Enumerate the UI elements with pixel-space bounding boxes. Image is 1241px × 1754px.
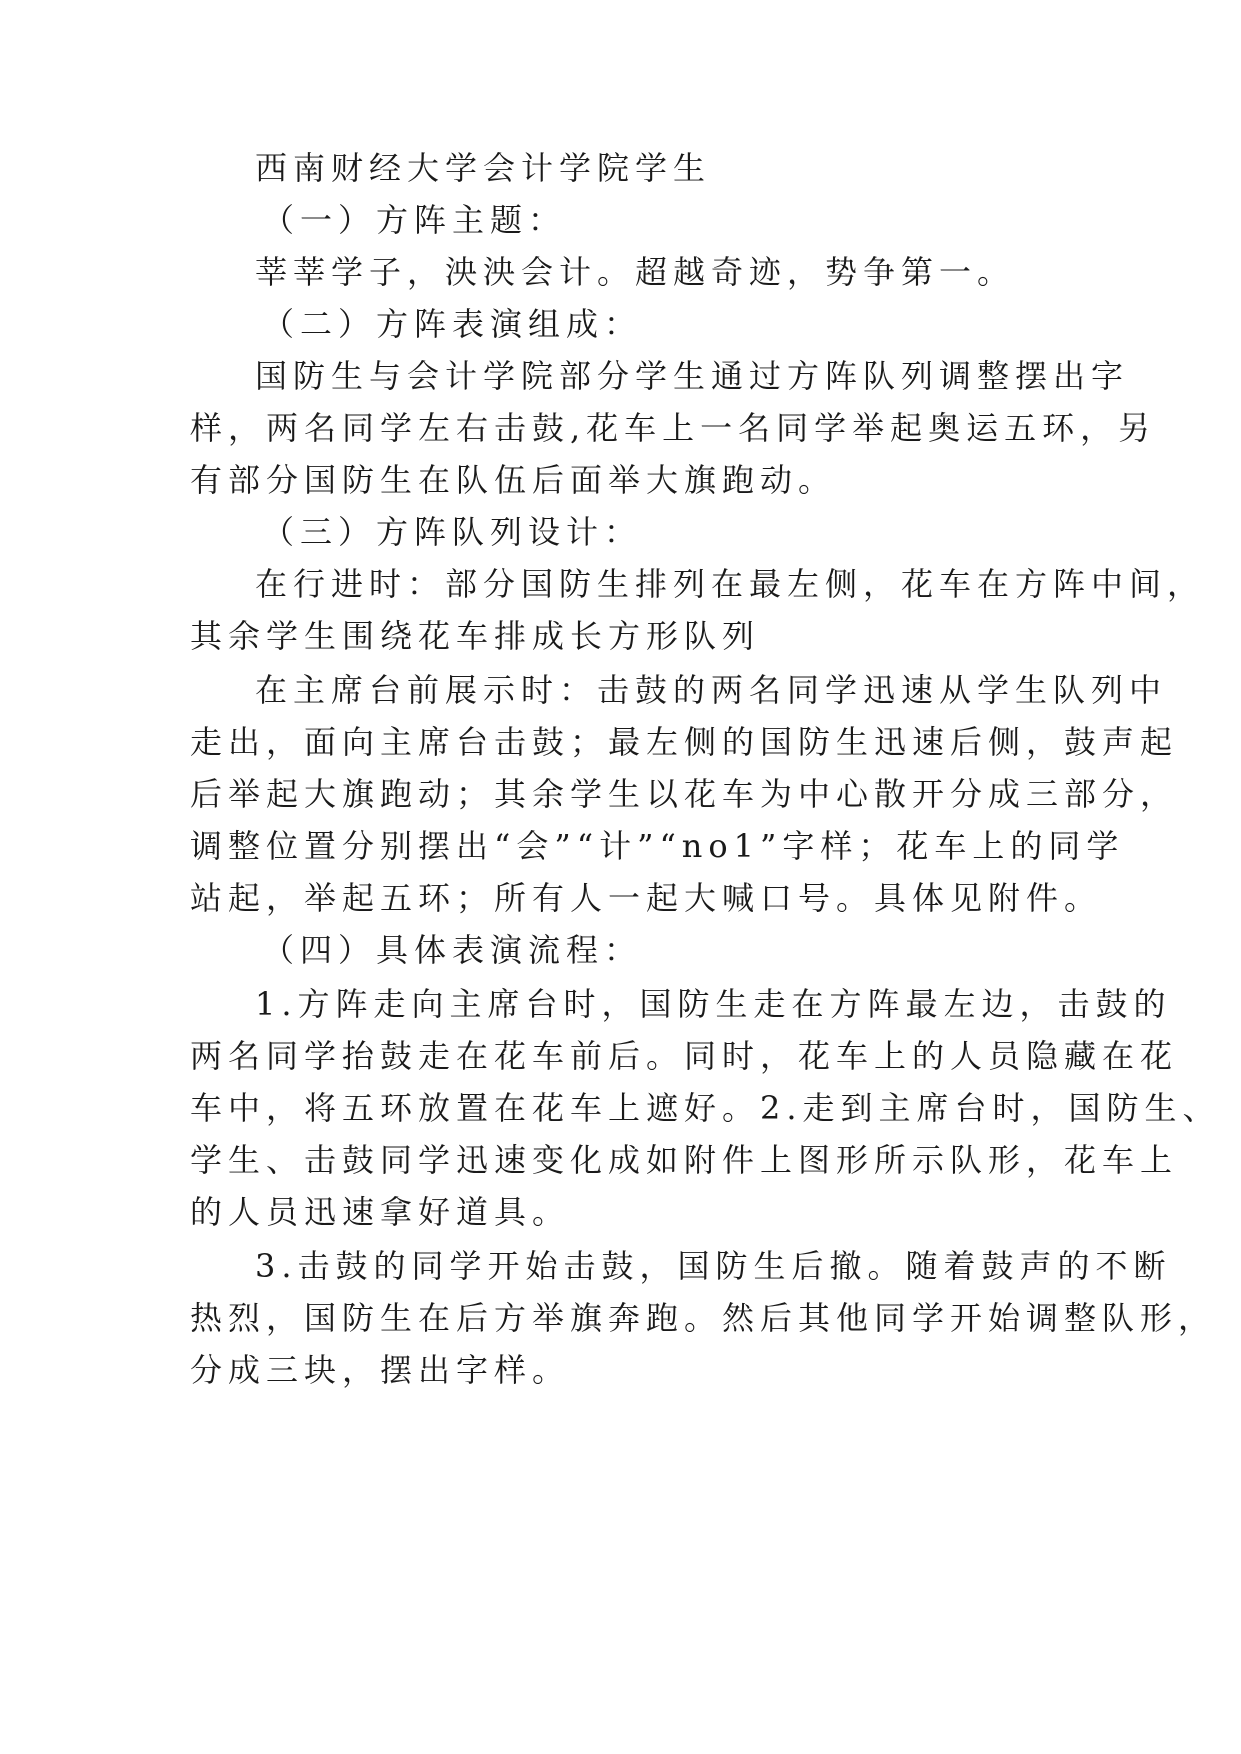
paragraph-line: 站起，举起五环；所有人一起大喊口号。具体见附件。 bbox=[190, 879, 1103, 917]
section-heading-process: （四）具体表演流程： bbox=[262, 931, 643, 969]
paragraph-line: 车中，将五环放置在花车上遮好。2.走到主席台时，国防生、 bbox=[190, 1089, 1221, 1127]
paragraph-line: 样，两名同学左右击鼓,花车上一名同学举起奥运五环，另 bbox=[190, 409, 1157, 447]
paragraph-line: 国防生与会计学院部分学生通过方阵队列调整摆出字 bbox=[255, 357, 1130, 395]
paragraph-line: 学生、击鼓同学迅速变化成如附件上图形所示队形，花车上 bbox=[190, 1141, 1179, 1179]
paragraph-line: 在行进时：部分国防生排列在最左侧，花车在方阵中间， bbox=[255, 565, 1206, 603]
paragraph-line: 走出，面向主席台击鼓；最左侧的国防生迅速后侧，鼓声起 bbox=[190, 723, 1179, 761]
paragraph-line: 在主席台前展示时：击鼓的两名同学迅速从学生队列中 bbox=[255, 671, 1168, 709]
paragraph-line: 两名同学抬鼓走在花车前后。同时，花车上的人员隐藏在花 bbox=[190, 1037, 1179, 1075]
paragraph-line: 有部分国防生在队伍后面举大旗跑动。 bbox=[190, 461, 837, 499]
paragraph-line: 的人员迅速拿好道具。 bbox=[190, 1193, 571, 1231]
theme-text: 莘莘学子，泱泱会计。超越奇迹，势争第一。 bbox=[255, 253, 1016, 291]
paragraph-line: 其余学生围绕花车排成长方形队列 bbox=[190, 617, 761, 655]
author-line: 西南财经大学会计学院学生 bbox=[255, 149, 712, 187]
section-heading-composition: （二）方阵表演组成： bbox=[262, 305, 643, 343]
paragraph-line: 后举起大旗跑动；其余学生以花车为中心散开分成三部分， bbox=[190, 775, 1179, 813]
section-heading-theme: （一）方阵主题： bbox=[262, 201, 567, 239]
paragraph-line: 分成三块，摆出字样。 bbox=[190, 1351, 571, 1389]
paragraph-line: 1.方阵走向主席台时，国防生走在方阵最左边，击鼓的 bbox=[255, 985, 1172, 1023]
paragraph-line: 3.击鼓的同学开始击鼓，国防生后撤。随着鼓声的不断 bbox=[255, 1247, 1172, 1285]
section-heading-design: （三）方阵队列设计： bbox=[262, 513, 643, 551]
paragraph-line: 热烈，国防生在后方举旗奔跑。然后其他同学开始调整队形， bbox=[190, 1299, 1217, 1337]
paragraph-line: 调整位置分别摆出“会”“计”“no1”字样；花车上的同学 bbox=[190, 827, 1125, 865]
